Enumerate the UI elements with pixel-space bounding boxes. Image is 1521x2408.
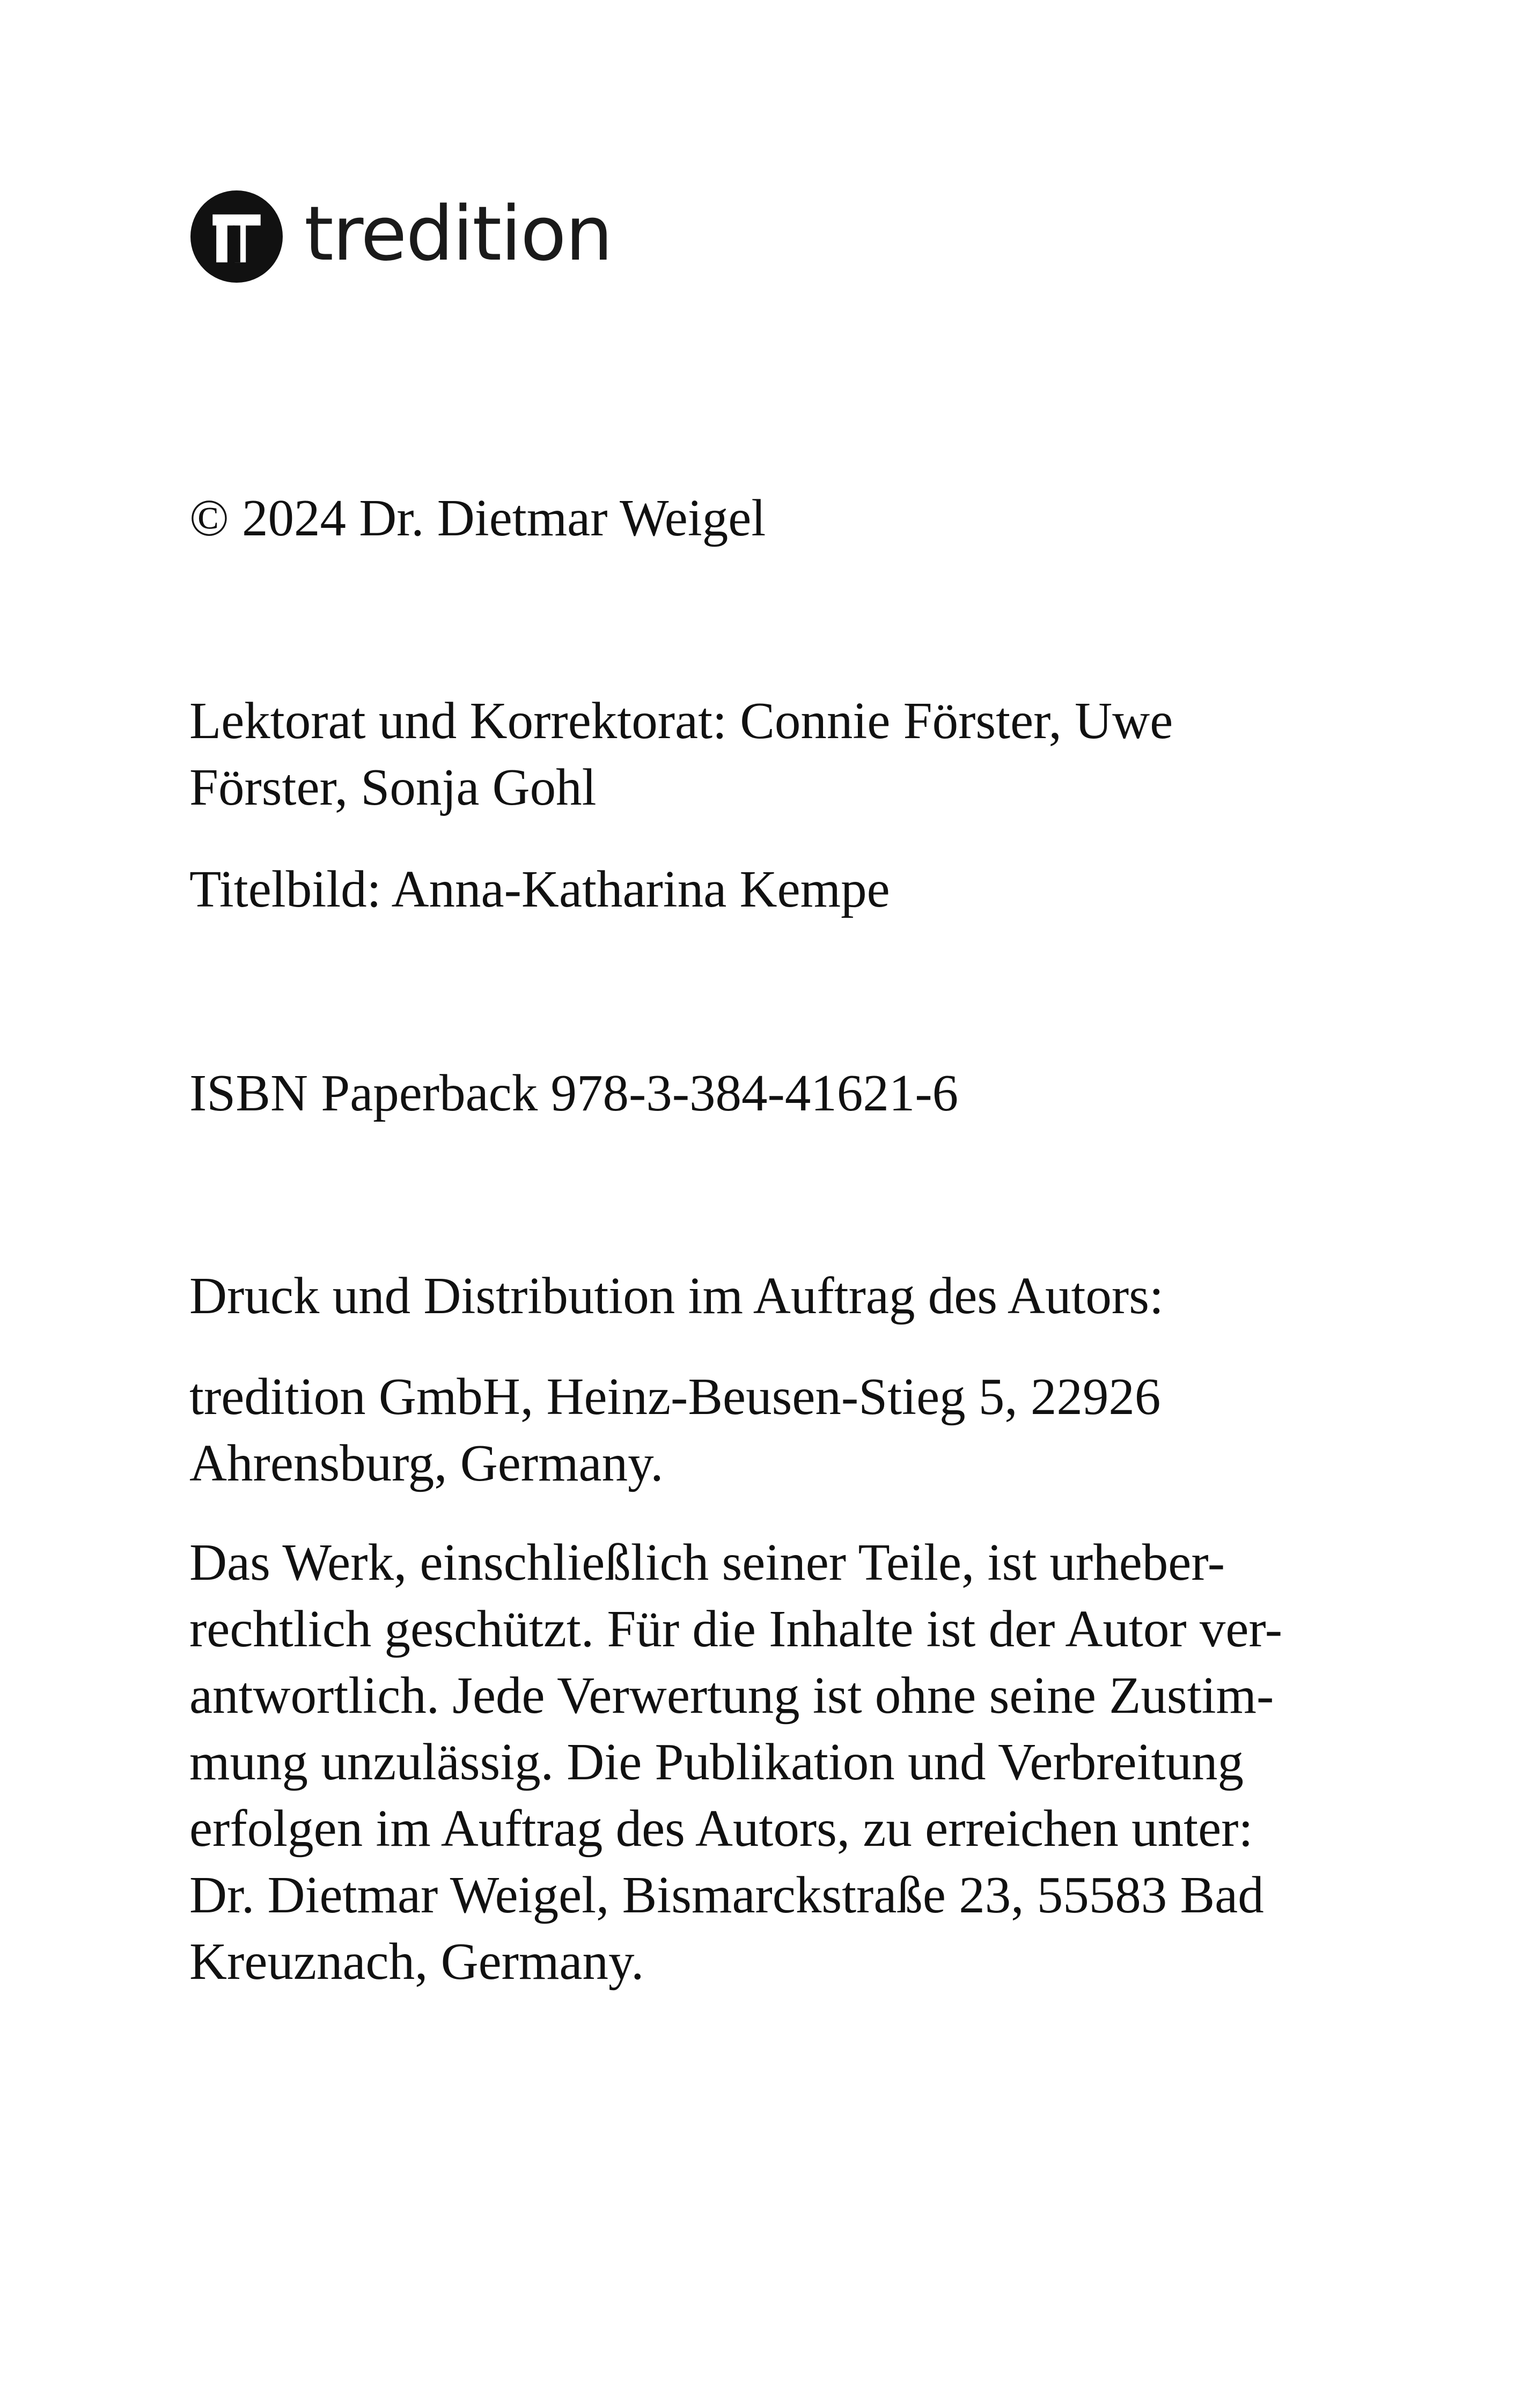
legal-notice-line: Kreuznach, Germany. <box>189 1933 644 1990</box>
publisher-address-line: tredition GmbH, Heinz-Beusen-Stieg 5, 22926 <box>189 1368 1161 1425</box>
tredition-logo-icon <box>190 190 283 283</box>
publisher-address-line: Ahrensburg, Germany. <box>189 1434 664 1492</box>
legal-notice-line: mung unzulässig. Die Publikation und Verbreitung <box>189 1733 1244 1791</box>
isbn-line: ISBN Paperback 978-3-384-41621-6 <box>189 1064 959 1122</box>
editing-credit <box>189 688 1173 821</box>
legal-notice-line: Das Werk, einschließlich seiner Teile, ist urheber- <box>189 1534 1225 1591</box>
legal-notice-line: Dr. Dietmar Weigel, Bismarckstraße 23, 55583 Bad <box>189 1866 1264 1924</box>
editing-credit-line: Förster, Sonja Gohl <box>189 759 597 816</box>
logo-wordmark: tredition <box>304 190 612 278</box>
copyright-line: © 2024 Dr. Dietmar Weigel <box>189 489 766 547</box>
legal-notice-line: antwortlich. Jede Verwertung ist ohne seine Zustim- <box>189 1667 1274 1724</box>
legal-notice-line: rechtlich geschützt. Für die Inhalte ist der Autor ver- <box>189 1600 1283 1658</box>
publisher-address <box>189 1364 1160 1497</box>
print-distribution-note: Druck und Distribution im Auftrag des Autors: <box>189 1267 1164 1324</box>
publisher-logo <box>190 190 612 283</box>
editing-credit-line: Lektorat und Korrektorat: Connie Förster, Uwe <box>189 692 1173 749</box>
cover-image-credit: Titelbild: Anna-Katharina Kempe <box>189 860 890 918</box>
legal-notice-line: erfolgen im Auftrag des Autors, zu erreichen unter: <box>189 1800 1253 1857</box>
legal-notice <box>189 1529 1282 1995</box>
